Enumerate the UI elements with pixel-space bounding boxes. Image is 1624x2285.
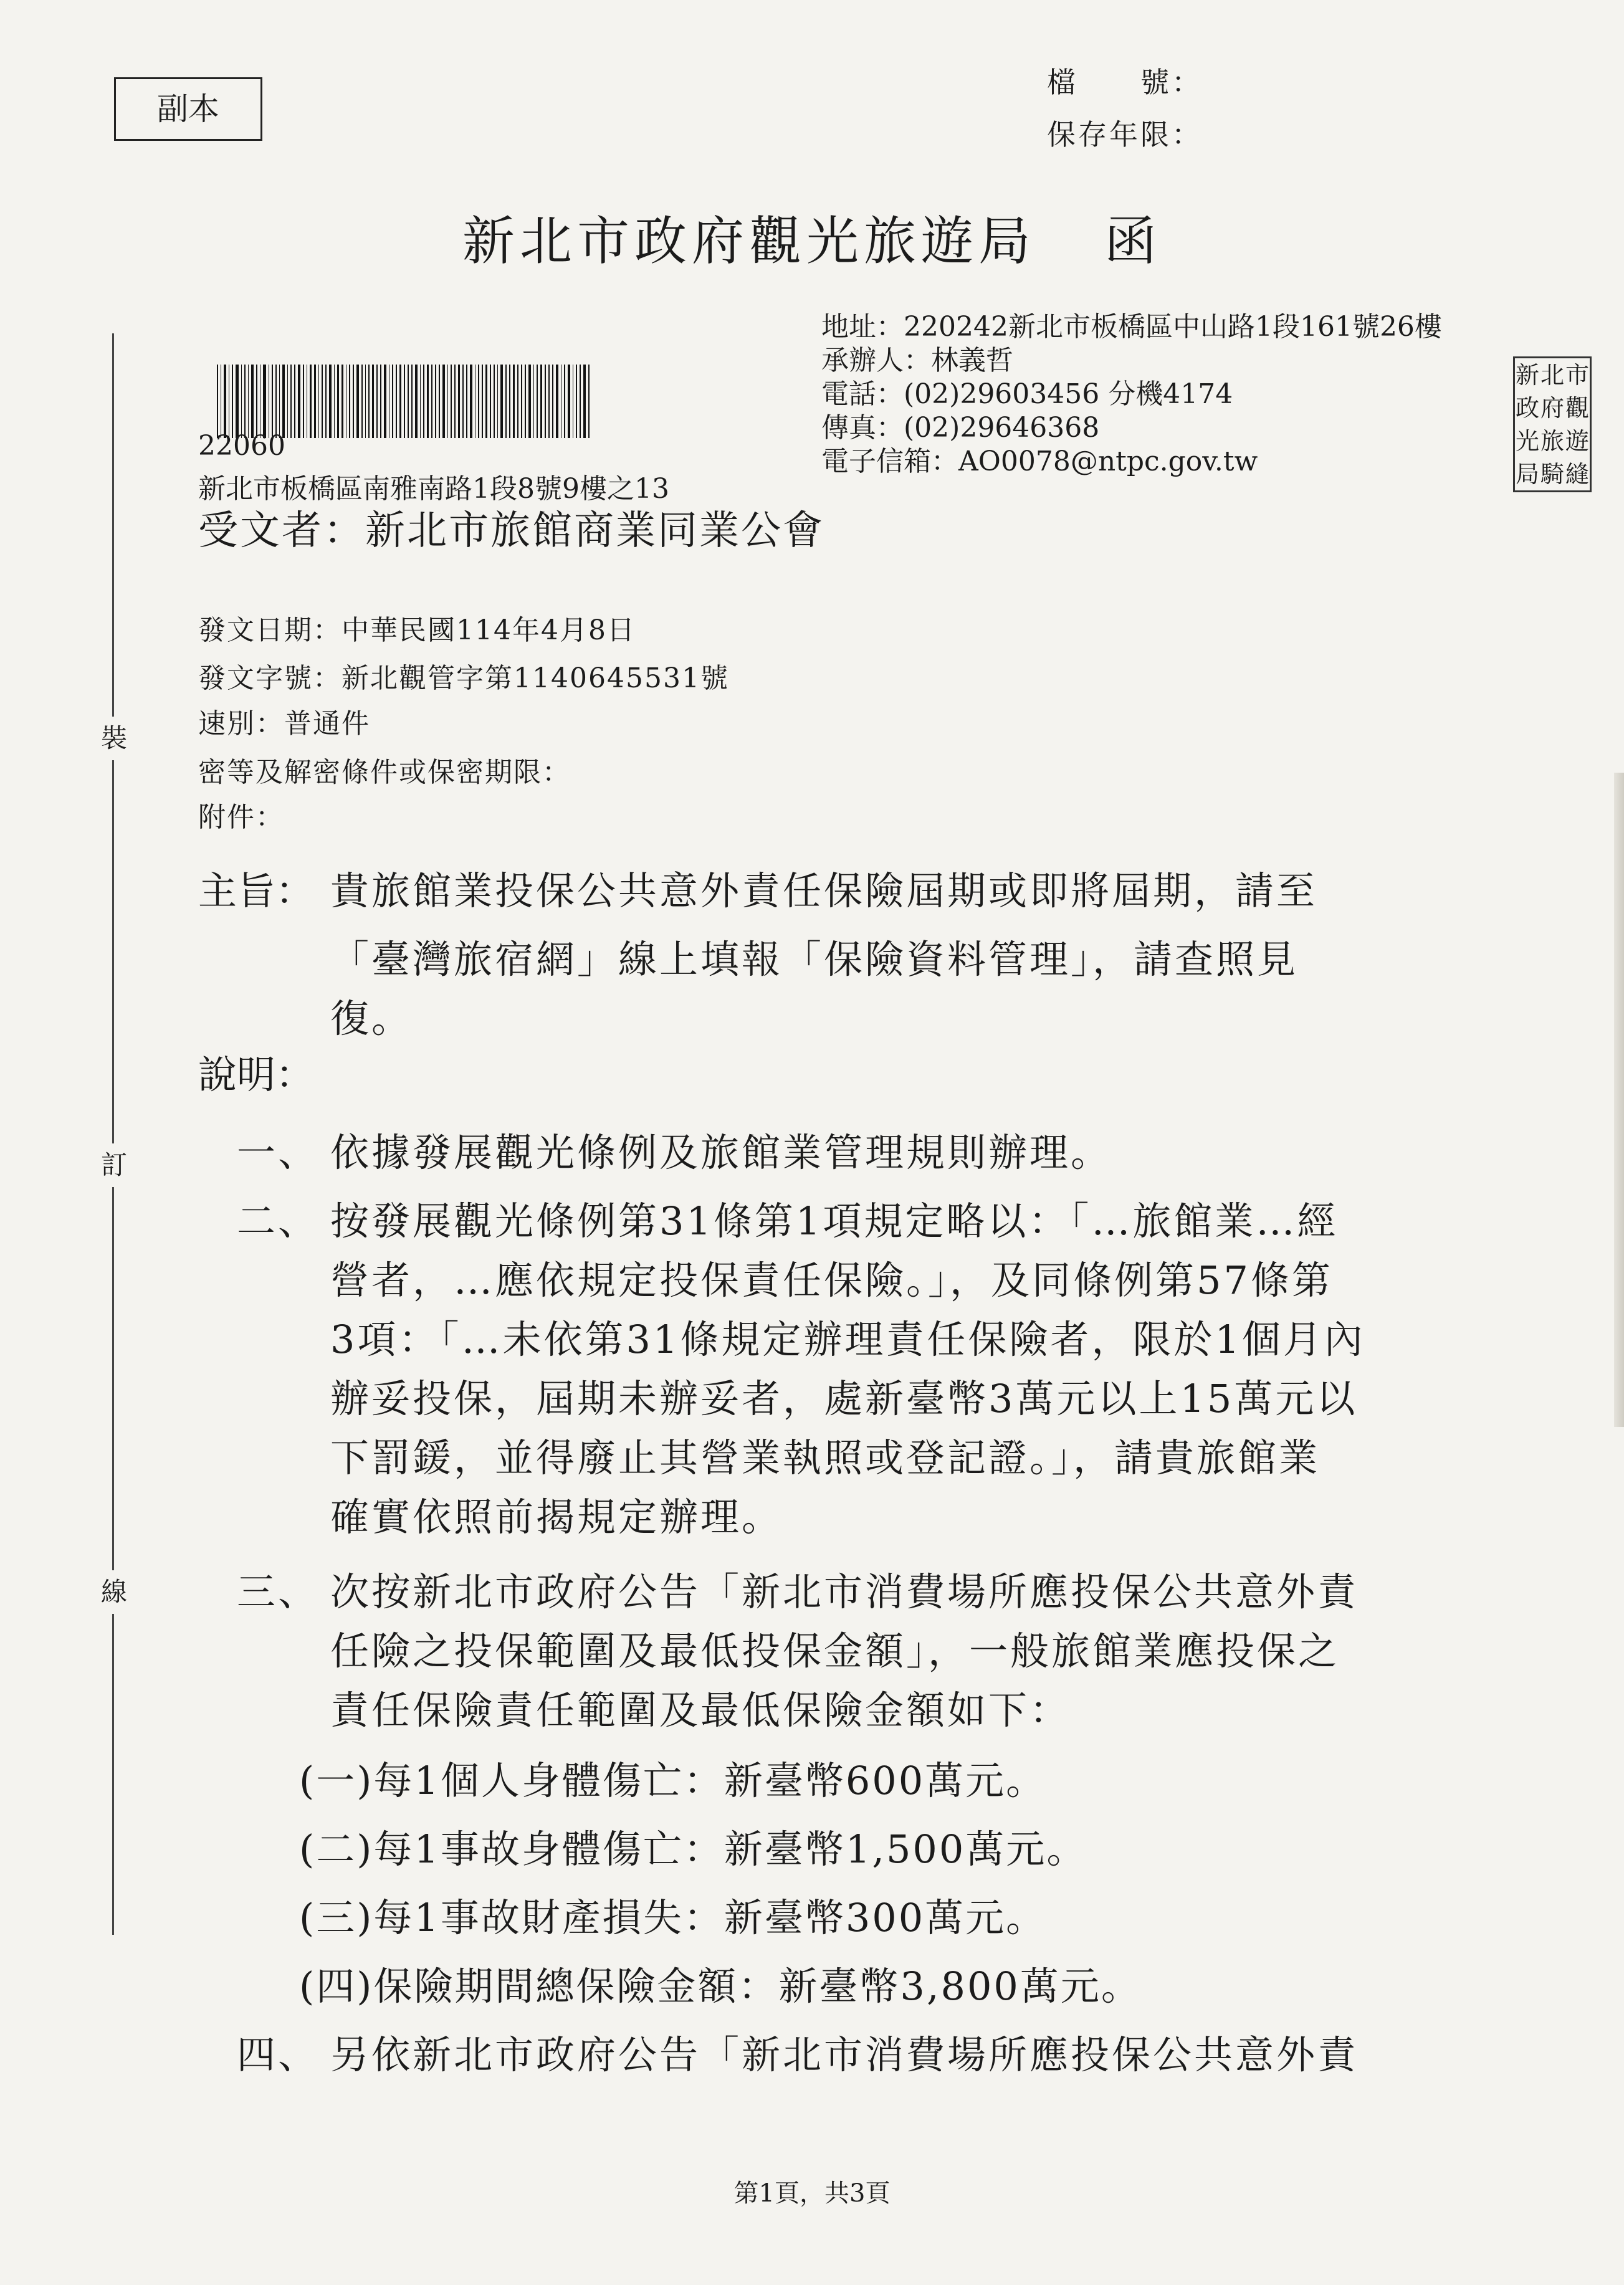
barcode-bar: [500, 365, 503, 438]
seal-char: 北: [1540, 361, 1564, 389]
barcode-bar: [251, 365, 253, 438]
subject-label: 主旨：: [198, 868, 315, 914]
barcode-bar: [545, 365, 546, 438]
barcode-bar: [325, 365, 327, 438]
binding-line: [112, 333, 114, 1935]
barcode-bar: [513, 365, 515, 438]
barcode-bar: [568, 365, 570, 438]
binding-mark: 裝: [92, 717, 136, 760]
barcode-bar: [310, 365, 311, 438]
barcode-bar: [454, 365, 455, 438]
retention-period-label: 保存年限：: [1047, 118, 1203, 151]
barcode-bar: [564, 365, 565, 438]
barcode-bar: [241, 365, 242, 438]
barcode-bar: [272, 365, 273, 438]
barcode-bar: [404, 365, 405, 438]
barcode-bar: [439, 365, 440, 438]
barcode-bar: [423, 365, 424, 438]
barcode-bar: [256, 365, 257, 438]
barcode-bar: [337, 365, 338, 438]
seal-char: 光: [1515, 427, 1539, 455]
barcode-bar: [528, 365, 531, 438]
doc-type: 函: [1104, 211, 1162, 272]
binding-mark: 訂: [92, 1143, 136, 1187]
barcode-bar: [376, 365, 378, 438]
barcode-bar: [356, 365, 359, 438]
barcode-bar: [427, 365, 429, 438]
barcode-bar: [361, 365, 363, 438]
sub-item: (一)每1個人身體傷亡：新臺幣600萬元。: [299, 1758, 1047, 1803]
barcode-bar: [298, 365, 300, 438]
seal-char: 府: [1540, 394, 1564, 422]
seal-char: 遊: [1565, 427, 1589, 455]
secrecy-level: 密等及解密條件或保密期限：: [198, 756, 571, 788]
barcode-bar: [497, 365, 498, 438]
barcode-bar: [282, 365, 284, 438]
seal-stamp: [1513, 356, 1592, 492]
barcode-bar: [447, 365, 448, 438]
barcode-bar: [533, 365, 534, 438]
item-line: 責任保險責任範圍及最低保險金額如下：: [330, 1687, 1071, 1733]
item-line: 依據發展觀光條例及旅館業管理規則辦理。: [330, 1130, 1112, 1175]
barcode-bar: [380, 365, 381, 438]
barcode-bar: [392, 365, 393, 438]
barcode-bar: [342, 365, 343, 438]
item-line: 另依新北市政府公告「新北市消費場所應投保公共意外責: [330, 2032, 1359, 2077]
barcode-bar: [521, 365, 522, 438]
item-number: 二、: [237, 1198, 320, 1244]
barcode-bar: [540, 365, 542, 438]
barcode-bar: [232, 365, 233, 438]
barcode-bar: [279, 365, 280, 438]
barcode-bar: [462, 365, 463, 438]
item-line: 營者，…應依規定投保責任保險。」，及同條例第57條第: [330, 1257, 1333, 1303]
item-line: 3項：「…未依第31條規定辦理責任保險者，限於1個月內: [330, 1317, 1365, 1362]
document-number: 發文字號：新北觀管字第1140645531號: [198, 662, 729, 694]
item-line: 任險之投保範圍及最低投保金額」，一般旅館業應投保之: [330, 1628, 1340, 1674]
issue-date: 發文日期：中華民國114年4月8日: [198, 614, 636, 646]
barcode-bar: [442, 365, 445, 438]
seal-char: 局: [1515, 460, 1539, 488]
agency-address: 地址：220242新北市板橋區中山路1段161號26樓: [821, 311, 1442, 343]
barcode-bar: [294, 365, 295, 438]
barcode-bar: [329, 365, 332, 438]
attachment: 附件：: [198, 801, 284, 833]
copy-stamp: 副本: [114, 77, 262, 141]
barcode-bar: [399, 365, 401, 438]
item-line: 下罰鍰，並得廢止其營業執照或登記證。」，請貴旅館業: [330, 1435, 1321, 1481]
barcode-bar: [576, 365, 577, 438]
handler: 承辦人：林義哲: [821, 345, 1013, 376]
barcode-bar: [583, 365, 586, 438]
barcode-bar: [303, 365, 304, 438]
barcode-bar: [334, 365, 335, 438]
seal-char: 旅: [1540, 427, 1564, 455]
page-number: 第1頁，共3頁: [733, 2179, 891, 2208]
barcode-bar: [365, 365, 366, 438]
seal-char: 新: [1515, 361, 1539, 389]
barcode-bar: [470, 365, 472, 438]
subject-line: 復。: [330, 996, 413, 1041]
barcode-bar: [384, 365, 386, 438]
sub-item: (三)每1事故財產損失：新臺幣300萬元。: [299, 1895, 1047, 1940]
barcode-bar: [466, 365, 467, 438]
barcode-bar: [490, 365, 491, 438]
file-number-label: 檔 號：: [1047, 65, 1203, 99]
speed-class: 速別：普通件: [198, 708, 370, 740]
item-number: 一、: [237, 1130, 320, 1175]
barcode-bar: [248, 365, 249, 438]
barcode-bar: [420, 365, 421, 438]
seal-char: 觀: [1565, 394, 1589, 422]
barcode-bar: [552, 365, 553, 438]
barcode-bar: [451, 365, 452, 438]
recipient-address: 新北市板橋區南雅南路1段8號9樓之13: [198, 473, 669, 505]
item-number: 四、: [237, 2032, 320, 2077]
item-line: 辦妥投保，屆期未辦妥者，處新臺幣3萬元以上15萬元以: [330, 1376, 1358, 1421]
item-line: 確實依照前揭規定辦理。: [330, 1494, 783, 1540]
barcode-bar: [415, 365, 418, 438]
barcode-bar: [318, 365, 319, 438]
binding-mark: 線: [92, 1570, 136, 1614]
subject-line: 「臺灣旅宿網」線上填報「保險資料管理」，請查照見: [330, 937, 1299, 982]
sub-item: (二)每1事故身體傷亡：新臺幣1,500萬元。: [299, 1826, 1087, 1872]
barcode-bar: [509, 365, 510, 438]
barcode-bar: [588, 365, 590, 438]
scan-edge-shadow: [1614, 773, 1624, 1427]
subject-line: 貴旅館業投保公共意外責任保險屆期或即將屆期，請至: [330, 868, 1318, 914]
barcode-bar: [458, 365, 460, 438]
email: 電子信箱：AO0078@ntpc.gov.tw: [821, 446, 1258, 477]
barcode-bar: [556, 365, 558, 438]
seal-char: 市: [1565, 361, 1589, 389]
barcode-bar: [485, 365, 487, 438]
barcode-bar: [275, 365, 277, 438]
receiver: 受文者：新北市旅館商業同業公會: [198, 508, 824, 554]
barcode-bar: [548, 365, 550, 438]
sub-item: (四)保險期間總保險金額：新臺幣3,800萬元。: [299, 1963, 1142, 2009]
barcode-bar: [525, 365, 526, 438]
barcode-bar: [236, 365, 238, 438]
agency-name: 新北市政府觀光旅遊局: [462, 211, 1036, 272]
item-line: 次按新北市政府公告「新北市消費場所應投保公共意外責: [330, 1569, 1359, 1615]
document-title: [0, 199, 1624, 275]
barcode-bar: [224, 365, 226, 438]
barcode-bar: [314, 365, 316, 438]
explanation-label: 說明：: [198, 1052, 315, 1097]
barcode-bar: [431, 365, 432, 438]
barcode-bar: [290, 365, 292, 438]
barcode: [217, 365, 592, 438]
barcode-bar: [244, 365, 246, 438]
barcode-bar: [505, 365, 507, 438]
barcode-bar: [287, 365, 288, 438]
postal-code: 22060: [198, 430, 285, 462]
barcode-bar: [263, 365, 265, 438]
phone: 電話：(02)29603456 分機4174: [821, 378, 1233, 410]
barcode-bar: [517, 365, 518, 438]
barcode-bar: [478, 365, 479, 438]
barcode-bar: [372, 365, 374, 438]
barcode-bar: [368, 365, 369, 438]
seal-char: 騎: [1540, 460, 1564, 488]
item-number: 三、: [237, 1569, 320, 1615]
barcode-bar: [435, 365, 436, 438]
fax: 傳真：(02)29646368: [821, 412, 1100, 444]
seal-char: 縫: [1565, 460, 1589, 488]
item-line: 按發展觀光條例第31條第1項規定略以：「…旅館業…經: [330, 1198, 1339, 1244]
barcode-bar: [349, 365, 350, 438]
barcode-bar: [217, 365, 218, 438]
seal-char: 政: [1515, 394, 1539, 422]
barcode-bar: [411, 365, 413, 438]
